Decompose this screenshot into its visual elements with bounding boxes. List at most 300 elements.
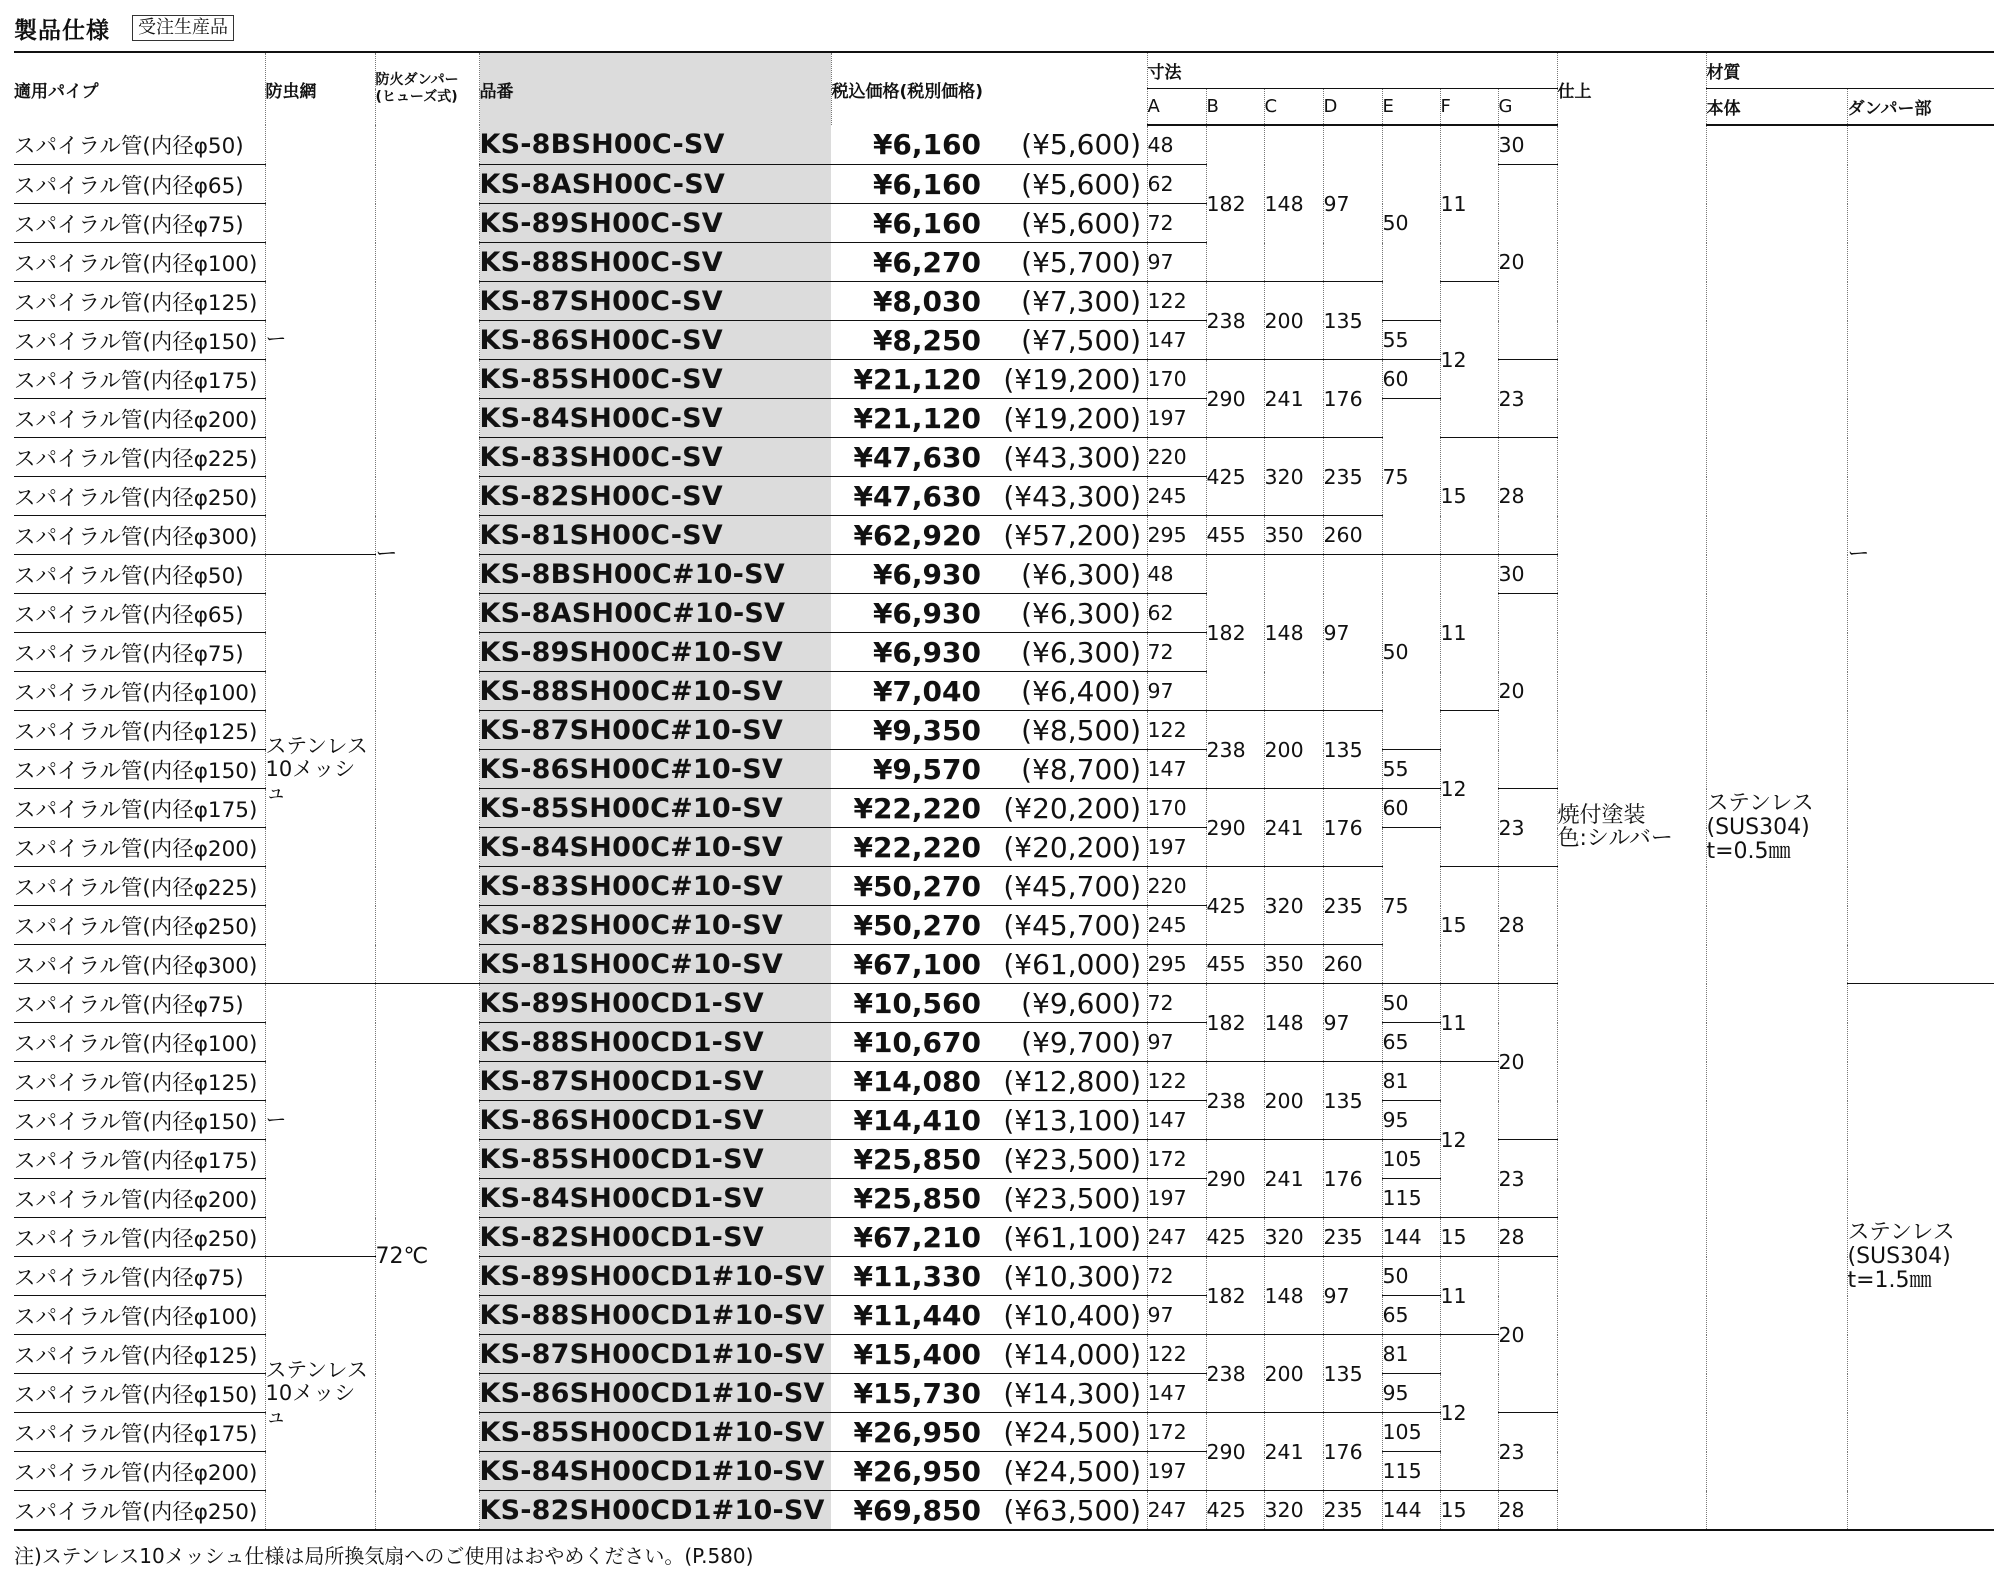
spec-table-body [14,125,1994,1530]
price-tax-excluded: (¥23,500) [1003,1181,1141,1215]
cell-e: 60 [1382,360,1440,399]
cell-d: 135 [1323,1335,1382,1413]
price-tax-included: ¥47,630 [853,479,981,513]
cell-pipe: スパイラル管(内径φ175) [14,1140,265,1179]
cell-d: 176 [1323,1140,1382,1218]
cell-price [831,125,1147,165]
price-tax-included: ¥62,920 [853,518,981,552]
header-dim-b: B [1206,89,1264,126]
cell-pipe: スパイラル管(内径φ100) [14,1296,265,1335]
cell-dim-a: 197 [1147,828,1206,867]
cell-mesh: ー [265,125,375,555]
page-title: 製品仕様 [14,17,110,44]
cell-f: 11 [1440,125,1498,282]
cell-b: 425 [1206,438,1264,516]
cell-dim-a: 72 [1147,1257,1206,1296]
cell-model-number: KS-87SH00CD1-SV [479,1062,831,1101]
price-tax-excluded: (¥20,200) [1003,830,1141,864]
cell-pipe: スパイラル管(内径φ75) [14,633,265,672]
cell-pipe: スパイラル管(内径φ250) [14,1491,265,1531]
price-tax-excluded: (¥9,700) [1021,1025,1141,1059]
header-dim-c: C [1264,89,1323,126]
header-material: 材質 [1706,52,1994,89]
price-tax-included: ¥67,100 [853,947,981,981]
cell-price [831,984,1147,1023]
cell-e: 144 [1382,1491,1440,1531]
cell-pipe: スパイラル管(内径φ100) [14,1023,265,1062]
cell-e: 55 [1382,321,1440,360]
cell-price [831,1491,1147,1531]
header-dim-d: D [1323,89,1382,126]
cell-pipe: スパイラル管(内径φ150) [14,321,265,360]
price-tax-included: ¥6,930 [872,596,981,630]
header-finish: 仕上 [1557,52,1706,125]
cell-f: 15 [1440,438,1498,555]
header-dim-e: E [1382,89,1440,126]
cell-fire: ー [375,125,479,984]
cell-b: 290 [1206,360,1264,438]
cell-price [831,399,1147,438]
cell-price [831,945,1147,984]
cell-b: 238 [1206,711,1264,789]
cell-e: 55 [1382,750,1440,789]
cell-dim-a: 122 [1147,711,1206,750]
cell-body: ステンレス (SUS304) t=0.5㎜ [1706,125,1847,1530]
cell-mesh: ステンレス 10メッシュ [265,555,375,984]
cell-dim-a: 170 [1147,360,1206,399]
cell-e: 115 [1382,1452,1440,1491]
cell-b: 455 [1206,516,1264,555]
cell-price [831,360,1147,399]
price-tax-included: ¥6,160 [872,206,981,240]
cell-model-number: KS-85SH00C-SV [479,360,831,399]
price-tax-excluded: (¥19,200) [1003,401,1141,435]
cell-c: 200 [1264,711,1323,789]
cell-dim-a: 72 [1147,204,1206,243]
cell-price [831,711,1147,750]
price-tax-excluded: (¥24,500) [1003,1415,1141,1449]
price-tax-excluded: (¥7,500) [1021,323,1141,357]
cell-model-number: KS-82SH00CD1-SV [479,1218,831,1257]
price-tax-excluded: (¥57,200) [1003,518,1141,552]
cell-model-number: KS-84SH00CD1#10-SV [479,1452,831,1491]
cell-model-number: KS-85SH00CD1#10-SV [479,1413,831,1452]
cell-c: 320 [1264,1218,1323,1257]
cell-pipe: スパイラル管(内径φ250) [14,1218,265,1257]
cell-pipe: スパイラル管(内径φ150) [14,1101,265,1140]
cell-c: 148 [1264,555,1323,711]
cell-pipe: スパイラル管(内径φ65) [14,165,265,204]
cell-e: 50 [1382,125,1440,321]
price-tax-excluded: (¥45,700) [1003,908,1141,942]
cell-dim-a: 122 [1147,282,1206,321]
cell-b: 455 [1206,945,1264,984]
cell-d: 97 [1323,984,1382,1062]
cell-e: 75 [1382,828,1440,984]
cell-damper: ステンレス (SUS304) t=1.5㎜ [1847,984,1994,1531]
cell-c: 350 [1264,945,1323,984]
cell-model-number: KS-82SH00C#10-SV [479,906,831,945]
price-tax-included: ¥11,330 [853,1259,981,1293]
cell-model-number: KS-86SH00CD1#10-SV [479,1374,831,1413]
cell-dim-a: 97 [1147,672,1206,711]
cell-model-number: KS-85SH00C#10-SV [479,789,831,828]
cell-f: 15 [1440,1491,1498,1531]
cell-dim-a: 295 [1147,945,1206,984]
cell-model-number: KS-84SH00CD1-SV [479,1179,831,1218]
cell-c: 350 [1264,516,1323,555]
price-tax-excluded: (¥24,500) [1003,1454,1141,1488]
price-tax-included: ¥67,210 [853,1220,981,1254]
spec-table [14,51,1994,1531]
cell-dim-a: 220 [1147,867,1206,906]
cell-e: 95 [1382,1101,1440,1140]
price-tax-included: ¥25,850 [853,1181,981,1215]
price-tax-excluded: (¥63,500) [1003,1493,1141,1527]
cell-pipe: スパイラル管(内径φ225) [14,438,265,477]
table-row [14,125,1994,165]
cell-b: 290 [1206,1413,1264,1491]
cell-pipe: スパイラル管(内径φ175) [14,1413,265,1452]
price-tax-included: ¥21,120 [853,401,981,435]
price-tax-excluded: (¥6,300) [1021,557,1141,591]
cell-price [831,1140,1147,1179]
cell-price [831,594,1147,633]
cell-d: 135 [1323,282,1382,360]
cell-pipe: スパイラル管(内径φ75) [14,1257,265,1296]
cell-d: 235 [1323,1218,1382,1257]
price-tax-included: ¥25,850 [853,1142,981,1176]
cell-model-number: KS-86SH00CD1-SV [479,1101,831,1140]
price-tax-excluded: (¥13,100) [1003,1103,1141,1137]
cell-f: 15 [1440,1218,1498,1257]
price-tax-included: ¥47,630 [853,440,981,474]
cell-model-number: KS-85SH00CD1-SV [479,1140,831,1179]
price-tax-included: ¥14,080 [853,1064,981,1098]
cell-c: 241 [1264,1413,1323,1491]
price-tax-included: ¥6,160 [872,128,981,161]
cell-dim-a: 72 [1147,984,1206,1023]
cell-model-number: KS-8ASH00C-SV [479,165,831,204]
cell-dim-a: 147 [1147,321,1206,360]
price-tax-excluded: (¥61,100) [1003,1220,1141,1254]
price-tax-excluded: (¥8,500) [1021,713,1141,747]
cell-e: 81 [1382,1062,1440,1101]
header-dim-g: G [1498,89,1557,126]
cell-d: 97 [1323,125,1382,282]
cell-damper: ー [1847,125,1994,984]
cell-model-number: KS-81SH00C#10-SV [479,945,831,984]
header-fire-damper: 防火ダンパー (ヒューズ式) [375,52,479,125]
cell-price [831,1023,1147,1062]
cell-price [831,1179,1147,1218]
cell-pipe: スパイラル管(内径φ75) [14,984,265,1023]
cell-b: 425 [1206,1218,1264,1257]
cell-pipe: スパイラル管(内径φ100) [14,672,265,711]
cell-model-number: KS-8BSH00C-SV [479,125,831,165]
cell-pipe: スパイラル管(内径φ200) [14,828,265,867]
price-tax-included: ¥8,250 [872,323,981,357]
cell-e: 65 [1382,1023,1440,1062]
cell-d: 235 [1323,867,1382,945]
cell-dim-a: 97 [1147,1023,1206,1062]
cell-pipe: スパイラル管(内径φ125) [14,711,265,750]
cell-pipe: スパイラル管(内径φ200) [14,399,265,438]
cell-e: 144 [1382,1218,1440,1257]
price-tax-excluded: (¥23,500) [1003,1142,1141,1176]
cell-pipe: スパイラル管(内径φ225) [14,867,265,906]
cell-price [831,1062,1147,1101]
header-model: 品番 [479,52,831,125]
cell-d: 260 [1323,516,1382,555]
cell-e: 75 [1382,399,1440,555]
price-tax-excluded: (¥19,200) [1003,362,1141,396]
cell-e: 50 [1382,984,1440,1023]
cell-model-number: KS-89SH00C#10-SV [479,633,831,672]
cell-price [831,1335,1147,1374]
cell-pipe: スパイラル管(内径φ250) [14,477,265,516]
cell-dim-a: 97 [1147,1296,1206,1335]
cell-e: 81 [1382,1335,1440,1374]
cell-pipe: スパイラル管(内径φ150) [14,1374,265,1413]
cell-dim-a: 247 [1147,1218,1206,1257]
price-tax-excluded: (¥5,600) [1021,128,1141,161]
cell-g: 28 [1498,1491,1557,1531]
cell-dim-a: 295 [1147,516,1206,555]
cell-e: 65 [1382,1296,1440,1335]
price-tax-excluded: (¥43,300) [1003,479,1141,513]
cell-dim-a: 197 [1147,399,1206,438]
cell-model-number: KS-88SH00CD1-SV [479,1023,831,1062]
cell-f: 12 [1440,1335,1498,1491]
cell-f: 12 [1440,711,1498,867]
price-tax-included: ¥10,560 [853,986,981,1020]
cell-f: 15 [1440,867,1498,984]
cell-dim-a: 245 [1147,906,1206,945]
cell-c: 320 [1264,438,1323,516]
cell-model-number: KS-8ASH00C#10-SV [479,594,831,633]
cell-pipe: スパイラル管(内径φ200) [14,1452,265,1491]
header-mesh: 防虫網 [265,52,375,125]
cell-mesh: ー [265,984,375,1257]
price-tax-included: ¥21,120 [853,362,981,396]
cell-price [831,204,1147,243]
header-dim-f: F [1440,89,1498,126]
cell-c: 148 [1264,984,1323,1062]
cell-dim-a: 220 [1147,438,1206,477]
cell-model-number: KS-86SH00C#10-SV [479,750,831,789]
price-tax-excluded: (¥6,300) [1021,596,1141,630]
cell-model-number: KS-89SH00CD1-SV [479,984,831,1023]
cell-d: 176 [1323,1413,1382,1491]
price-tax-excluded: (¥5,600) [1021,206,1141,240]
cell-model-number: KS-87SH00C-SV [479,282,831,321]
cell-pipe: スパイラル管(内径φ75) [14,204,265,243]
cell-f: 12 [1440,1062,1498,1218]
cell-dim-a: 97 [1147,243,1206,282]
price-tax-included: ¥50,270 [853,869,981,903]
cell-f: 11 [1440,1257,1498,1335]
header-dim-a: A [1147,89,1206,126]
cell-price [831,633,1147,672]
cell-price [831,1374,1147,1413]
cell-e: 115 [1382,1179,1440,1218]
cell-price [831,282,1147,321]
price-tax-included: ¥9,350 [872,713,981,747]
cell-model-number: KS-89SH00C-SV [479,204,831,243]
cell-price [831,828,1147,867]
cell-c: 200 [1264,1335,1323,1413]
cell-model-number: KS-8BSH00C#10-SV [479,555,831,594]
cell-d: 235 [1323,1491,1382,1531]
cell-g: 23 [1498,1140,1557,1218]
cell-b: 182 [1206,555,1264,711]
price-tax-included: ¥22,220 [853,830,981,864]
cell-dim-a: 48 [1147,125,1206,165]
cell-f: 12 [1440,282,1498,438]
cell-model-number: KS-84SH00C-SV [479,399,831,438]
cell-pipe: スパイラル管(内径φ300) [14,945,265,984]
cell-model-number: KS-88SH00CD1#10-SV [479,1296,831,1335]
header-pipe: 適用パイプ [14,52,265,125]
cell-g: 20 [1498,1257,1557,1413]
price-tax-included: ¥11,440 [853,1298,981,1332]
made-to-order-badge: 受注生産品 [132,15,234,41]
price-tax-excluded: (¥20,200) [1003,791,1141,825]
cell-pipe: スパイラル管(内径φ200) [14,1179,265,1218]
cell-finish: 焼付塗装 色:シルバー [1557,125,1706,1530]
cell-dim-a: 62 [1147,594,1206,633]
cell-pipe: スパイラル管(内径φ250) [14,906,265,945]
price-tax-excluded: (¥45,700) [1003,869,1141,903]
cell-g: 20 [1498,984,1557,1140]
cell-b: 182 [1206,984,1264,1062]
cell-g: 30 [1498,555,1557,594]
cell-price [831,516,1147,555]
cell-d: 135 [1323,1062,1382,1140]
cell-model-number: KS-88SH00C-SV [479,243,831,282]
cell-dim-a: 48 [1147,555,1206,594]
footnote: 注)ステンレス10メッシュ仕様は局所換気扇へのご使用はおやめください。(P.580) [14,1544,754,1568]
cell-price [831,477,1147,516]
cell-dim-a: 122 [1147,1062,1206,1101]
cell-g: 23 [1498,789,1557,867]
cell-d: 97 [1323,555,1382,711]
cell-b: 290 [1206,1140,1264,1218]
cell-model-number: KS-89SH00CD1#10-SV [479,1257,831,1296]
price-tax-excluded: (¥7,300) [1021,284,1141,318]
cell-mesh: ステンレス 10メッシュ [265,1257,375,1531]
cell-g: 20 [1498,165,1557,360]
cell-c: 200 [1264,282,1323,360]
cell-model-number: KS-83SH00C-SV [479,438,831,477]
cell-dim-a: 62 [1147,165,1206,204]
cell-d: 235 [1323,438,1382,516]
price-tax-included: ¥9,570 [872,752,981,786]
cell-b: 290 [1206,789,1264,867]
price-tax-included: ¥6,270 [872,245,981,279]
cell-dim-a: 147 [1147,1101,1206,1140]
cell-dim-a: 172 [1147,1413,1206,1452]
cell-b: 425 [1206,867,1264,945]
cell-dim-a: 147 [1147,750,1206,789]
cell-e: 105 [1382,1413,1440,1452]
cell-e: 50 [1382,1257,1440,1296]
cell-price [831,1218,1147,1257]
price-tax-excluded: (¥61,000) [1003,947,1141,981]
cell-dim-a: 247 [1147,1491,1206,1531]
cell-c: 200 [1264,1062,1323,1140]
cell-pipe: スパイラル管(内径φ175) [14,789,265,828]
cell-price [831,1101,1147,1140]
price-tax-included: ¥8,030 [872,284,981,318]
cell-c: 320 [1264,1491,1323,1531]
cell-pipe: スパイラル管(内径φ50) [14,555,265,594]
cell-price [831,1413,1147,1452]
price-tax-excluded: (¥6,300) [1021,635,1141,669]
cell-price [831,1296,1147,1335]
cell-dim-a: 72 [1147,633,1206,672]
cell-g: 30 [1498,125,1557,165]
cell-e: 60 [1382,789,1440,828]
cell-price [831,243,1147,282]
price-tax-excluded: (¥14,300) [1003,1376,1141,1410]
cell-pipe: スパイラル管(内径φ65) [14,594,265,633]
cell-b: 238 [1206,1335,1264,1413]
cell-model-number: KS-82SH00C-SV [479,477,831,516]
cell-b: 238 [1206,1062,1264,1140]
cell-pipe: スパイラル管(内径φ125) [14,1062,265,1101]
cell-pipe: スパイラル管(内径φ175) [14,360,265,399]
cell-pipe: スパイラル管(内径φ150) [14,750,265,789]
cell-c: 320 [1264,867,1323,945]
cell-g: 23 [1498,1413,1557,1491]
cell-f: 11 [1440,984,1498,1062]
cell-g: 28 [1498,438,1557,555]
price-tax-included: ¥14,410 [853,1103,981,1137]
cell-model-number: KS-86SH00C-SV [479,321,831,360]
cell-c: 148 [1264,1257,1323,1335]
price-tax-excluded: (¥9,600) [1021,986,1141,1020]
price-tax-excluded: (¥5,700) [1021,245,1141,279]
cell-price [831,1257,1147,1296]
cell-dim-a: 245 [1147,477,1206,516]
cell-price [831,906,1147,945]
cell-dim-a: 197 [1147,1452,1206,1491]
price-tax-excluded: (¥14,000) [1003,1337,1141,1371]
cell-dim-a: 172 [1147,1140,1206,1179]
price-tax-excluded: (¥10,300) [1003,1259,1141,1293]
price-tax-included: ¥10,670 [853,1025,981,1059]
price-tax-included: ¥69,850 [853,1493,981,1527]
cell-model-number: KS-84SH00C#10-SV [479,828,831,867]
cell-price [831,867,1147,906]
cell-model-number: KS-87SH00C#10-SV [479,711,831,750]
header-material-body: 本体 [1706,89,1847,126]
price-tax-excluded: (¥8,700) [1021,752,1141,786]
price-tax-excluded: (¥12,800) [1003,1064,1141,1098]
price-tax-included: ¥6,930 [872,557,981,591]
cell-dim-a: 122 [1147,1335,1206,1374]
cell-price [831,321,1147,360]
cell-c: 148 [1264,125,1323,282]
cell-price [831,789,1147,828]
cell-e: 105 [1382,1140,1440,1179]
header-price: 税込価格(税別価格) [831,52,1147,125]
cell-dim-a: 147 [1147,1374,1206,1413]
header-dimensions: 寸法 [1147,52,1557,89]
cell-pipe: スパイラル管(内径φ125) [14,1335,265,1374]
